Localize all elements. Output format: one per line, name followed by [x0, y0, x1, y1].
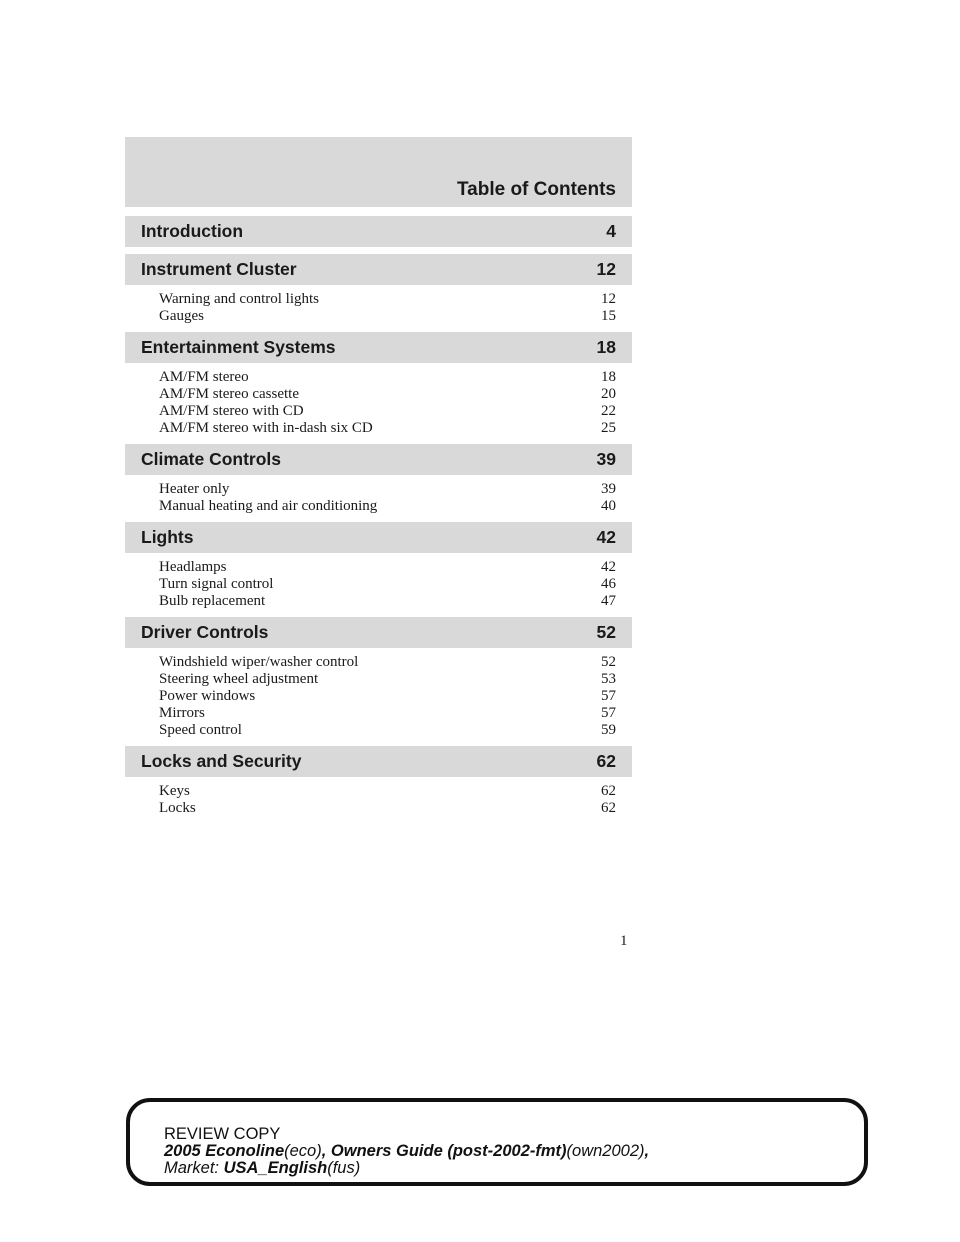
toc-entry — [159, 671, 616, 688]
toc-entry — [159, 386, 616, 403]
toc-section — [125, 522, 632, 610]
section-title: Locks and Security — [141, 751, 302, 771]
entry-label: Bulb replacement — [159, 593, 266, 609]
entry-label: Gauges — [159, 308, 204, 324]
toc-entry — [159, 783, 616, 800]
table-of-contents — [125, 216, 632, 824]
entry-label: Windshield wiper/washer control — [159, 654, 359, 670]
entry-page: 59 — [601, 722, 616, 738]
guide-code: (own2002) — [566, 1142, 645, 1160]
market-line — [164, 1160, 649, 1177]
entry-page: 53 — [601, 671, 616, 687]
review-notice — [164, 1126, 649, 1177]
toc-section — [125, 746, 632, 817]
section-heading — [125, 216, 632, 247]
toc-section — [125, 617, 632, 739]
toc-entry — [159, 420, 616, 437]
entry-list — [125, 285, 632, 325]
entry-label: AM/FM stereo with in-dash six CD — [159, 420, 373, 436]
toc-entry — [159, 369, 616, 386]
entry-label: Mirrors — [159, 705, 205, 721]
section-page: 52 — [596, 622, 616, 642]
entry-label: Heater only — [159, 481, 230, 497]
entry-label: Speed control — [159, 722, 242, 738]
entry-label: AM/FM stereo cassette — [159, 386, 299, 402]
entry-label: Power windows — [159, 688, 256, 704]
section-title: Climate Controls — [141, 449, 282, 469]
section-page: 39 — [596, 449, 616, 469]
toc-section — [125, 332, 632, 437]
entry-list — [125, 777, 632, 817]
guide-name: Owners Guide (post-2002-fmt) — [330, 1142, 567, 1160]
trailing-comma: , — [644, 1142, 650, 1160]
section-heading — [125, 444, 632, 475]
section-title: Driver Controls — [141, 622, 269, 642]
entry-list — [125, 363, 632, 437]
entry-label: Headlamps — [159, 559, 227, 575]
entry-page: 12 — [601, 291, 616, 307]
section-page: 42 — [596, 527, 616, 547]
entry-page: 42 — [601, 559, 616, 575]
market-label: Market: — [164, 1159, 220, 1177]
entry-list — [125, 648, 632, 739]
entry-page: 47 — [601, 593, 616, 609]
entry-label: Keys — [159, 783, 190, 799]
entry-page: 39 — [601, 481, 616, 497]
section-title: Instrument Cluster — [141, 259, 297, 279]
section-page: 4 — [606, 221, 616, 241]
market-name: USA_English — [223, 1159, 328, 1177]
toc-entry — [159, 688, 616, 705]
toc-section — [125, 444, 632, 515]
section-heading — [125, 522, 632, 553]
page-number: 1 — [620, 933, 628, 949]
entry-list — [125, 475, 632, 515]
section-title: Lights — [141, 527, 194, 547]
page-title: Table of Contents — [456, 179, 616, 200]
entry-label: Steering wheel adjustment — [159, 671, 319, 687]
entry-page: 57 — [601, 688, 616, 704]
toc-entry — [159, 403, 616, 420]
section-heading — [125, 746, 632, 777]
section-title: Introduction — [141, 221, 244, 241]
entry-page: 20 — [601, 386, 616, 402]
toc-entry — [159, 800, 616, 817]
toc-entry — [159, 559, 616, 576]
review-copy-label: REVIEW COPY — [164, 1125, 281, 1143]
entry-label: Warning and control lights — [159, 291, 320, 307]
entry-label: AM/FM stereo with CD — [159, 403, 304, 419]
toc-entry — [159, 498, 616, 515]
entry-page: 25 — [601, 420, 616, 436]
entry-page: 18 — [601, 369, 616, 385]
entry-label: Turn signal control — [159, 576, 274, 592]
entry-label: Locks — [159, 800, 196, 816]
toc-entry — [159, 308, 616, 325]
entry-page: 52 — [601, 654, 616, 670]
section-heading — [125, 254, 632, 285]
entry-page: 15 — [601, 308, 616, 324]
market-code: (fus) — [327, 1159, 361, 1177]
section-title: Entertainment Systems — [141, 337, 336, 357]
toc-section — [125, 254, 632, 325]
section-heading — [125, 332, 632, 363]
document-info-line — [164, 1143, 649, 1160]
page-header — [125, 137, 632, 207]
toc-entry — [159, 291, 616, 308]
section-heading — [125, 617, 632, 648]
entry-label: AM/FM stereo — [159, 369, 249, 385]
model-name: 2005 Econoline — [164, 1142, 285, 1160]
toc-entry — [159, 481, 616, 498]
toc-entry — [159, 722, 616, 739]
guide-separator: , — [321, 1142, 331, 1160]
toc-entry — [159, 576, 616, 593]
entry-page: 40 — [601, 498, 616, 514]
section-page: 12 — [596, 259, 616, 279]
entry-page: 62 — [601, 783, 616, 799]
entry-page: 46 — [601, 576, 616, 592]
section-page: 18 — [596, 337, 616, 357]
toc-section — [125, 216, 632, 247]
toc-entry — [159, 593, 616, 610]
toc-entry — [159, 705, 616, 722]
entry-label: Manual heating and air conditioning — [159, 498, 378, 514]
entry-page: 22 — [601, 403, 616, 419]
toc-entry — [159, 654, 616, 671]
entry-page: 57 — [601, 705, 616, 721]
model-code: (eco) — [284, 1142, 322, 1160]
entry-page: 62 — [601, 800, 616, 816]
entry-list — [125, 553, 632, 610]
section-page: 62 — [596, 751, 616, 771]
